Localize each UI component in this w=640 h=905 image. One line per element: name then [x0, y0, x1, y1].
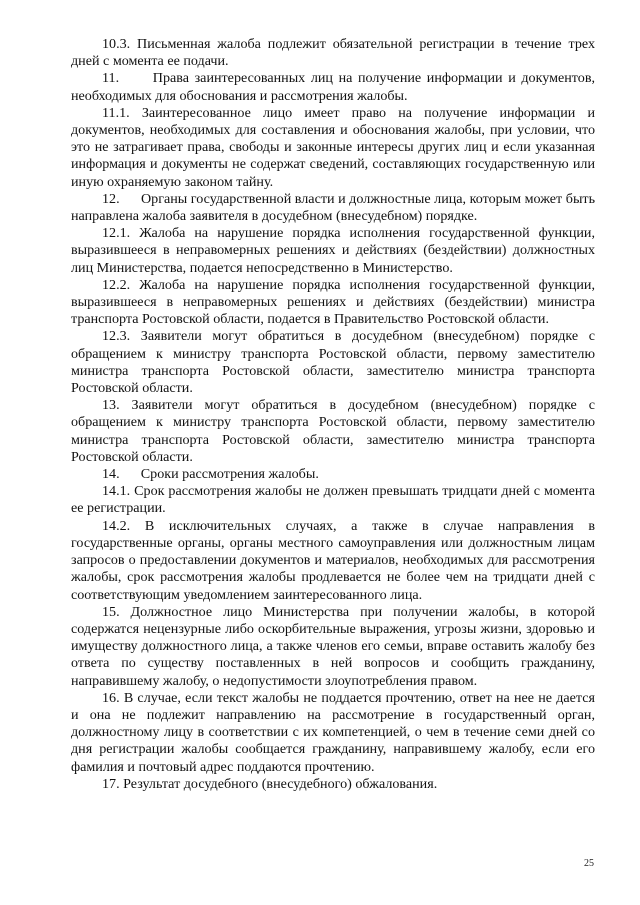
paragraph-13: 13. Заявители могут обратиться в досудебном (внесудебном) порядке с обращением к министру транспорта Ростовской области, первому заместителю министра транспорта Ростовской области, заместителю министра транспорта Ростовской области. [71, 397, 595, 465]
paragraph-16: 16. В случае, если текст жалобы не поддается прочтению, ответ на нее не дается и она не подлежит направлению на рассмотрение в государственный орган, должностному лицу в соответствии с их компетенцией, о чем в течение семи дней со дня регистрации жалобы сообщается гражданину, направившему жалобу, если его фамилия и почтовый адрес поддаются прочтению. [71, 689, 595, 775]
paragraph-12: 12. Органы государственной власти и должностные лица, которым может быть направлена жалоба заявителя в досудебном (внесудебном) порядке. [71, 190, 595, 225]
paragraph-14-1: 14.1. Срок рассмотрения жалобы не должен превышать тридцати дней с момента ее регистрации. [71, 483, 595, 517]
page-number: 25 [584, 858, 594, 869]
paragraph-15: 15. Должностное лицо Министерства при получении жалобы, в которой содержатся нецензурные либо оскорбительные выражения, угрозы жизни, здоровью и имуществу должностного лица, а также членов его семьи, вправе оставить жалобу без ответа по существу поставленных в ней вопросов и сообщить гражданину, направившему жалобу, о недопустимости злоупотребления правом. [71, 603, 595, 689]
paragraph-17: 17. Результат досудебного (внесудебного) обжалования. [102, 775, 438, 792]
paragraph-14: 14. Сроки рассмотрения жалобы. [102, 466, 319, 483]
document-body [71, 36, 595, 793]
paragraph-14-2: 14.2. В исключительных случаях, а также в случае направления в государственные органы, органы местного самоуправления или должностным лицам запросов о предоставлении документов и материалов, необходимых для рассмотрения жалобы, срок рассмотрения жалобы продлевается не более чем на тридцати дней с соответствующим уведомлением заинтересованного лица. [71, 517, 595, 603]
paragraph-12-1: 12.1. Жалоба на нарушение порядка исполнения государственной функции, выразившееся в неправомерных решениях и действиях (бездействии) должностных лиц Министерства, подается непосредственно в Министерство. [71, 225, 595, 276]
paragraph-10-3: 10.3. Письменная жалоба подлежит обязательной регистрации в течение трех дней с момента ее подачи. [71, 36, 595, 70]
paragraph-11: 11. Права заинтересованных лиц на получение информации и документов, необходимых для обоснования и рассмотрения жалобы. [71, 70, 595, 104]
paragraph-11-1: 11.1. Заинтересованное лицо имеет право на получение информации и документов, необходимых для составления и обоснования жалобы, при условии, что это не затрагивает права, свободы и законные интересы других лиц и если указанная информация и документы не содержат сведений, составляющих государственную или иную охраняемую законом тайну. [71, 104, 595, 190]
paragraph-12-3: 12.3. Заявители могут обратиться в досудебном (внесудебном) порядке с обращением к министру транспорта Ростовской области, первому заместителю министра транспорта Ростовской области, заместителю министра транспорта Ростовской области. [71, 328, 595, 397]
paragraph-12-2: 12.2. Жалоба на нарушение порядка исполнения государственной функции, выразившееся в неправомерных решениях и действиях (бездействии) министра транспорта Ростовской области, подается в Правительство Ростовской области. [71, 276, 595, 328]
